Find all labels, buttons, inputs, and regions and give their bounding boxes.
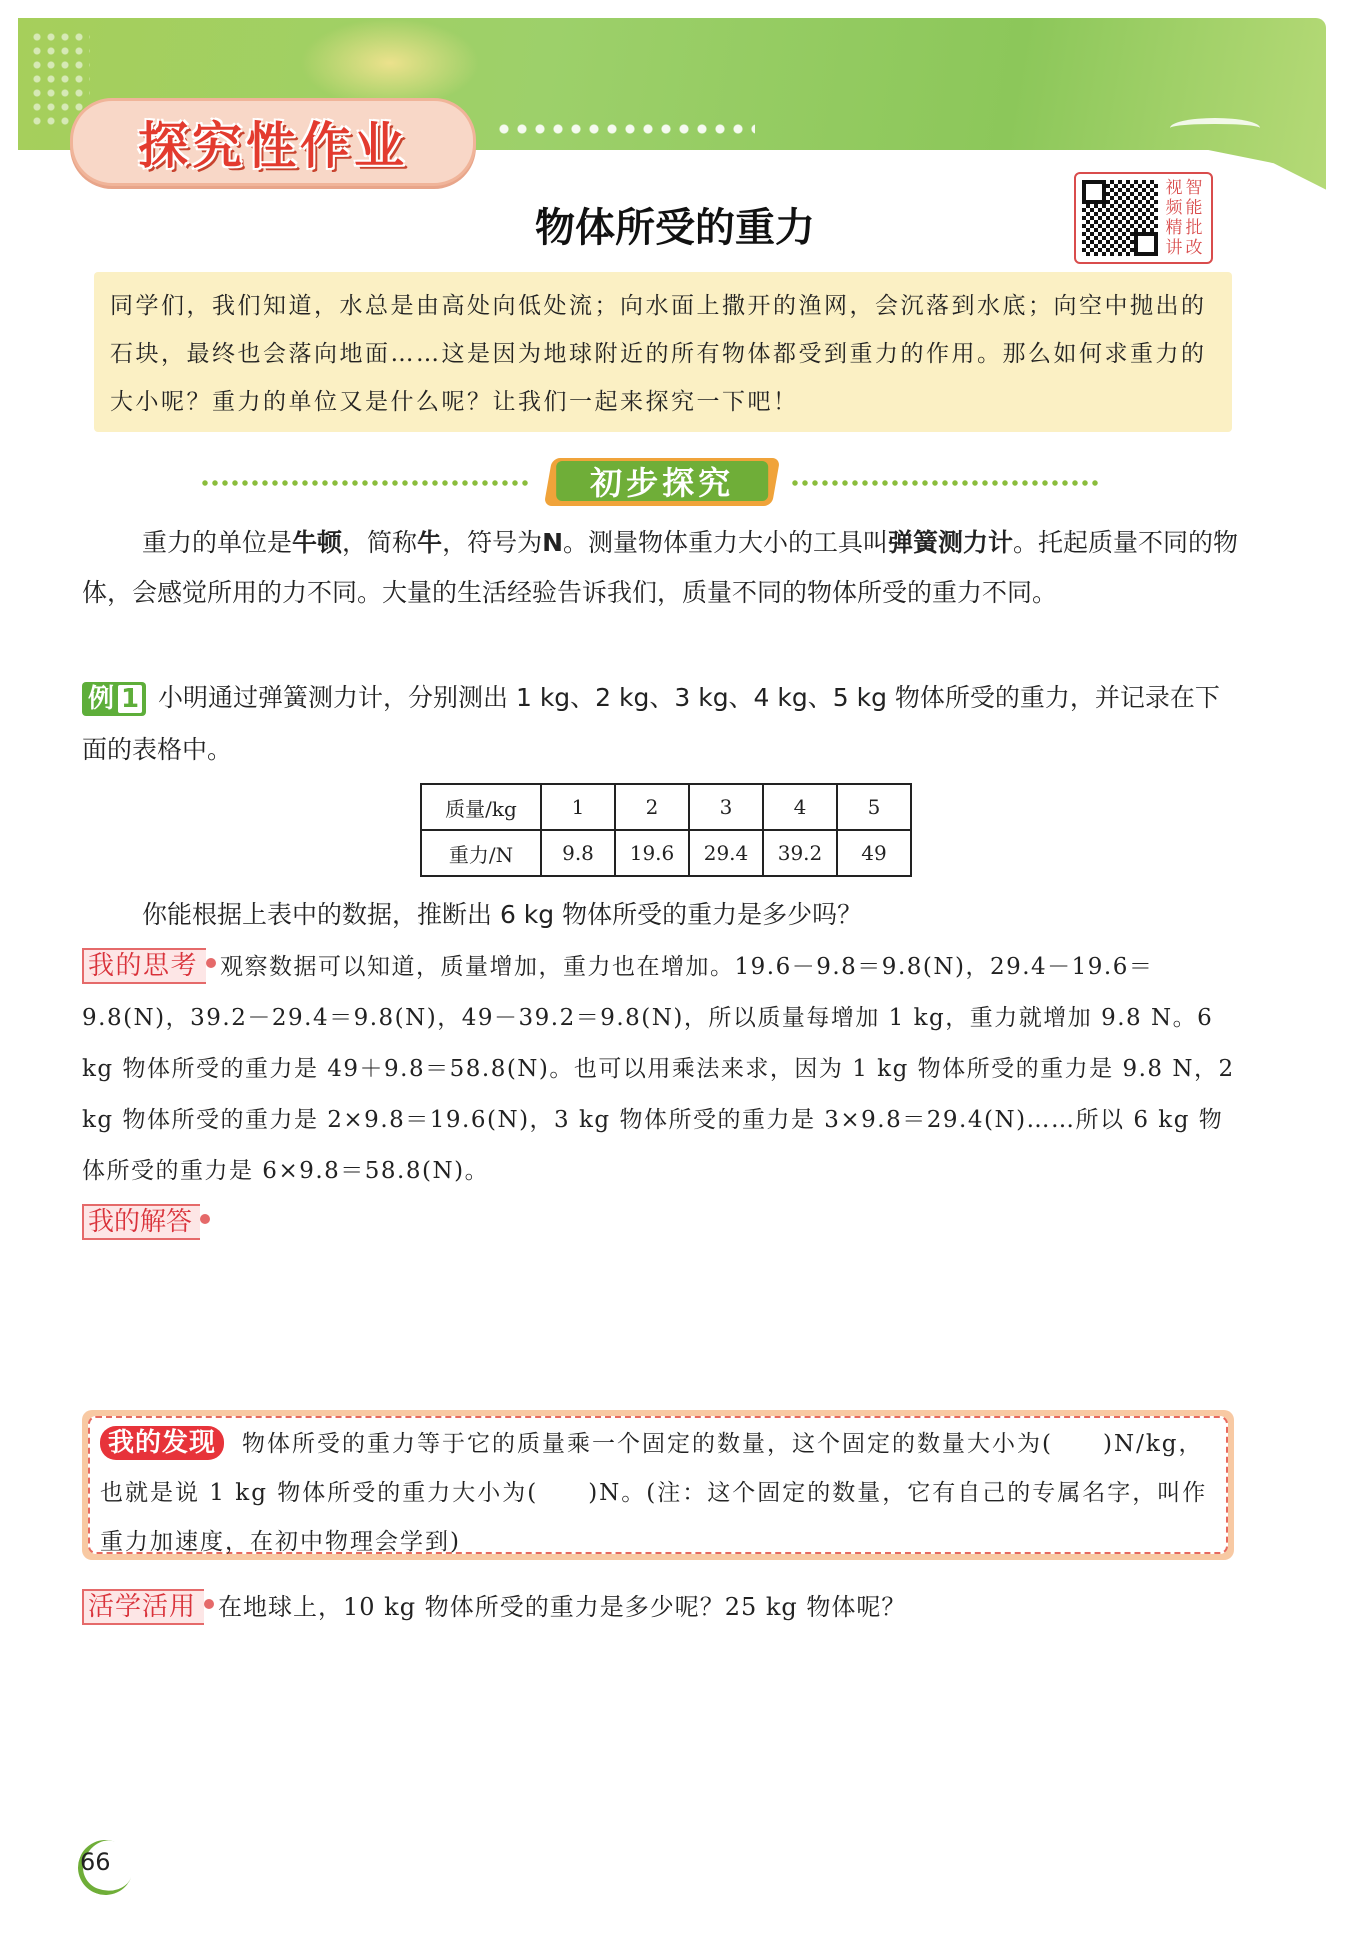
table-cell: 29.4	[689, 830, 763, 876]
text: 。托起质量不同的物体，会感觉所用的力不同。大量的生活经验告诉我们，质量不同的物体所受的重力不同。	[82, 528, 1239, 607]
thinking-label: 我的思考	[82, 948, 206, 984]
table-head-mass: 质量/kg	[421, 784, 541, 830]
qr-label-char: 智	[1185, 178, 1203, 198]
term-spring-scale: 弹簧测力计	[888, 528, 1014, 557]
term-n: N	[542, 528, 564, 557]
section-badge-label: 初步探究	[556, 461, 768, 501]
qr-label-char: 讲	[1165, 238, 1183, 258]
apply-section	[82, 1582, 1242, 1632]
term-niu: 牛	[417, 528, 443, 557]
example-badge-text: 例	[88, 684, 115, 714]
term-newton: 牛顿	[292, 528, 343, 557]
intro-box	[94, 272, 1232, 432]
table-cell: 2	[615, 784, 689, 830]
text: 重力的单位是	[142, 528, 293, 557]
table-cell: 4	[763, 784, 837, 830]
qr-label-char: 频	[1165, 198, 1183, 218]
qr-label-char: 批	[1185, 218, 1203, 238]
table-cell: 1	[541, 784, 615, 830]
section-tab-label: 探究性作业	[138, 117, 408, 175]
table-cell: 49	[837, 830, 911, 876]
swoosh-decoration	[1170, 118, 1260, 138]
qr-code-box[interactable]	[1074, 172, 1213, 264]
table-cell: 3	[689, 784, 763, 830]
qr-label-char: 精	[1165, 218, 1183, 238]
text: ，简称	[342, 528, 418, 557]
example-badge	[82, 682, 146, 716]
table-cell: 39.2	[763, 830, 837, 876]
section-tab	[70, 98, 476, 186]
section-badge	[544, 458, 780, 506]
question-text: 你能根据上表中的数据，推断出 6 kg 物体所受的重力是多少吗？	[142, 900, 863, 929]
qr-label-char: 视	[1165, 178, 1183, 198]
intro-text: 同学们，我们知道，水总是由高处向低处流；向水面上撒开的渔网，会沉落到水底；向空中抛出的石块，最终也会落向地面……这是因为地球附近的所有物体都受到重力的作用。那么如何求重力的大小呢？重力的单位又是什么呢？让我们一起来探究一下吧！	[110, 293, 1207, 415]
text: 。测量物体重力大小的工具叫	[563, 528, 889, 557]
discovery-label: 我的发现	[100, 1426, 224, 1460]
table-cell: 19.6	[615, 830, 689, 876]
paragraph-gravity-unit	[82, 518, 1242, 618]
section-divider	[200, 458, 1100, 508]
page-title: 物体所受的重力	[535, 205, 815, 251]
apply-label: 活学活用	[82, 1589, 204, 1625]
table-cell: 5	[837, 784, 911, 830]
qr-label-char: 改	[1185, 238, 1203, 258]
banner-glow	[300, 18, 480, 108]
qr-label-char: 能	[1185, 198, 1203, 218]
page-number: 66	[80, 1848, 111, 1876]
tab-dots-decoration	[495, 122, 755, 136]
qr-label	[1164, 178, 1208, 258]
answer-section[interactable]	[82, 1204, 214, 1240]
qr-code-icon[interactable]	[1082, 180, 1158, 256]
text: ，符号为	[442, 528, 543, 557]
table-row	[421, 830, 911, 876]
apply-text: 在地球上，10 kg 物体所受的重力是多少呢？25 kg 物体呢？	[218, 1593, 907, 1621]
table-cell: 9.8	[541, 830, 615, 876]
thinking-text: 观察数据可以知道，质量增加，重力也在增加。19.6－9.8＝9.8(N)，29.4－19.6＝9.8(N)，39.2－29.4＝9.8(N)，49－39.2＝9.8(N)，所以质量每增加 1 kg，重力就增加 9.8 N。6 kg 物体所受的重力是 49＋9.8＝58.8(N)。也可以用乘法来求，因为 1 kg 物体所受的重力是 9.8 N，2 kg 物体所受的重力是 2×9.8＝19.6(N)，3 kg 物体所受的重力是 3×9.8＝29.4(N)……所以 6 kg 物体所受的重力是 6×9.8＝58.8(N)。	[82, 954, 1235, 1184]
example-1	[82, 672, 1242, 776]
divider-dots-right	[790, 480, 1100, 486]
divider-dots-left	[200, 480, 532, 486]
example-text: 小明通过弹簧测力计，分别测出 1 kg、2 kg、3 kg、4 kg、5 kg 物体所受的重力，并记录在下面的表格中。	[82, 683, 1220, 764]
discovery-inner	[88, 1416, 1228, 1554]
table-row	[421, 784, 911, 830]
discovery-text: 物体所受的重力等于它的质量乘一个固定的数量，这个固定的数量大小为( )N/kg，也就是说 1 kg 物体所受的重力大小为( )N。(注：这个固定的数量，它有自己的专属名字，叫作重力加速度，在初中物理会学到)	[100, 1431, 1208, 1555]
table-head-gravity: 重力/N	[421, 830, 541, 876]
data-table	[420, 783, 912, 877]
thinking-section	[82, 942, 1242, 1197]
example-badge-number: 1	[118, 685, 142, 713]
discovery-box	[82, 1410, 1234, 1560]
answer-label: 我的解答	[82, 1204, 200, 1240]
